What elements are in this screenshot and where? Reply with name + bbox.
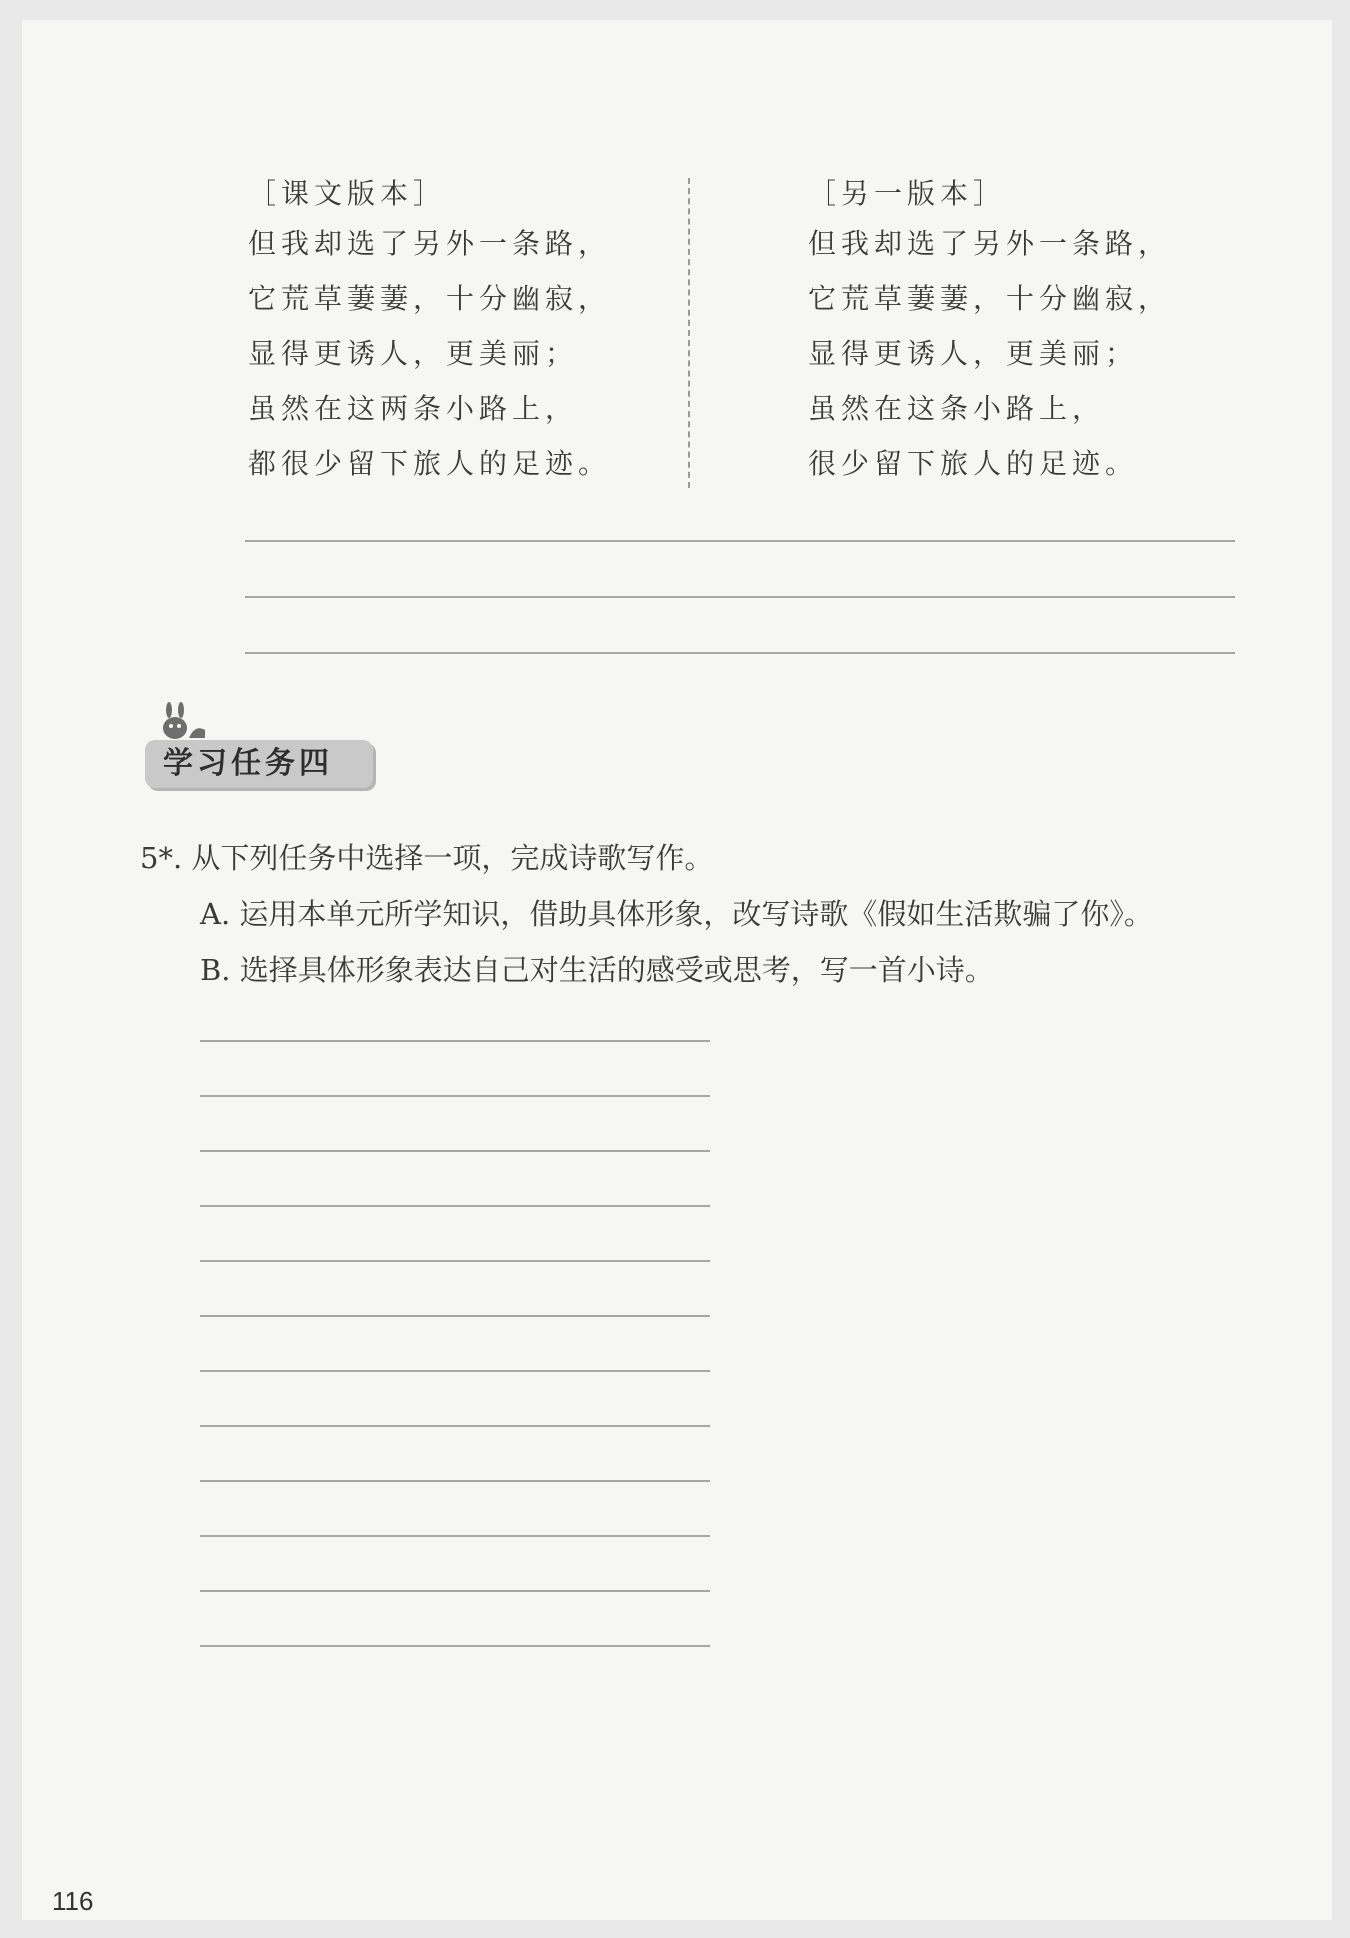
writing-line[interactable] [200, 1645, 710, 1647]
poem-line: 虽然在这两条小路上， [248, 392, 579, 425]
writing-line[interactable] [200, 1095, 710, 1097]
writing-line[interactable] [200, 1205, 710, 1207]
writing-line[interactable] [200, 1040, 710, 1042]
section-badge [145, 700, 375, 788]
poem-line: 它荒草萋萋，十分幽寂， [248, 282, 612, 315]
dashed-divider [688, 178, 690, 488]
writing-line[interactable] [200, 1370, 710, 1372]
poem-line: 但我却选了另外一条路， [808, 227, 1172, 260]
poem-line: 都很少留下旅人的足迹。 [248, 447, 612, 480]
option-a: A. 运用本单元所学知识，借助具体形象，改写诗歌《假如生活欺骗了你》。 [200, 897, 1153, 931]
page-number: 116 [52, 1886, 94, 1916]
poem-line: 很少留下旅人的足迹。 [808, 447, 1139, 480]
writing-line[interactable] [200, 1480, 710, 1482]
mascot-icon [155, 700, 215, 740]
poem-textbook-version [248, 172, 688, 491]
poem-line: 虽然在这条小路上， [808, 392, 1106, 425]
writing-line[interactable] [200, 1260, 710, 1262]
answer-line[interactable] [245, 540, 1235, 542]
poem-header: ［课文版本］ [248, 177, 447, 210]
option-b: B. 选择具体形象表达自己对生活的感受或思考，写一首小诗。 [200, 953, 994, 987]
section-title-pill [145, 740, 373, 788]
section-title: 学习任务四 [163, 746, 333, 781]
answer-line[interactable] [245, 652, 1235, 654]
writing-line[interactable] [200, 1425, 710, 1427]
question-stem: 5*. 从下列任务中选择一项，完成诗歌写作。 [140, 841, 714, 875]
poem-header: ［另一版本］ [808, 177, 1007, 210]
poem-line: 它荒草萋萋，十分幽寂， [808, 282, 1172, 315]
poem-line: 显得更诱人，更美丽； [248, 337, 579, 370]
writing-line[interactable] [200, 1150, 710, 1152]
writing-line[interactable] [200, 1535, 710, 1537]
poem-line: 显得更诱人，更美丽； [808, 337, 1139, 370]
answer-line[interactable] [245, 596, 1235, 598]
writing-line[interactable] [200, 1590, 710, 1592]
poem-line: 但我却选了另外一条路， [248, 227, 612, 260]
writing-line[interactable] [200, 1315, 710, 1317]
poem-other-version [808, 172, 1248, 491]
